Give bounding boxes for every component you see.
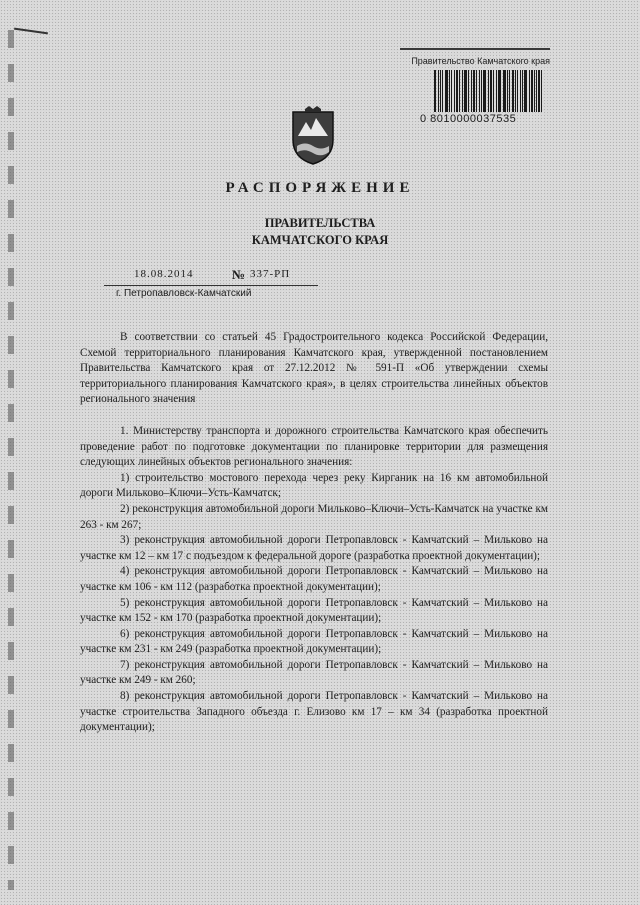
place-of-issue: г. Петропавловск-Камчатский (116, 288, 252, 299)
list-item: 7) реконструкция автомобильной дороги Петропавловск - Камчатский – Мильково на участке км 249 - км 260; (80, 658, 548, 687)
authority-line-1: ПРАВИТЕЛЬСТВА (264, 216, 376, 230)
coat-of-arms-emblem (289, 106, 337, 166)
barcode-bar (459, 70, 461, 112)
barcode-bar (520, 70, 521, 112)
number-sign: № (232, 267, 246, 282)
barcode-bar (529, 70, 530, 112)
clause-1: 1. Министерству транспорта и дорожного строительства Камчатского края обеспечить проведение работ по подготовке документации по планировке территории для размещения следующих линейных объектов регионального значения: (80, 424, 548, 469)
document-number: 337-РП (250, 268, 291, 280)
list-item: 5) реконструкция автомобильной дороги Петропавловск - Камчатский – Мильково на участке км 152 - км 170 (разработка проектной документации); (80, 596, 548, 625)
barcode-bar (442, 70, 444, 112)
barcode (434, 70, 544, 112)
barcode-bar (531, 70, 533, 112)
barcode-bar (473, 70, 475, 112)
list-item: 8) реконструкция автомобильной дороги Петропавловск - Камчатский – Мильково на участке строительства Западного объезда г. Елизово км 17 – км 34 (разработка проектной документации); (80, 690, 548, 734)
barcode-bar (481, 70, 483, 112)
meta-underline (104, 285, 318, 286)
list-item: 1) строительство мостового перехода через реку Кирганик на 16 км автомобильной дороги Мильково–Ключи–Усть-Камчатск; (80, 471, 548, 500)
preamble-paragraph: В соответствии со статьей 45 Градостроительного кодекса Российской Федерации, Схемой территориального планирования Камчатского края, утвержденной постановлением Правительства Камчатского края от 27.12.2012 № 591-П «Об утверждении схемы территориального планирования Камчатского края», в целях строительства линейных объектов регионального значения (80, 331, 548, 406)
scan-corner-mark (14, 28, 48, 35)
barcode-bar (493, 70, 494, 112)
barcode-number: 0 8010000037535 (420, 113, 517, 125)
barcode-bar (464, 70, 467, 112)
barcode-bar (534, 70, 535, 112)
barcode-bar (490, 70, 492, 112)
barcode-bar (471, 70, 472, 112)
list-item: 2) реконструкция автомобильной дороги Мильково–Ключи–Усть-Камчатск на участке км 263 - км 267; (80, 502, 548, 531)
issuing-authority (0, 215, 640, 249)
barcode-bar (488, 70, 489, 112)
list-item: 3) реконструкция автомобильной дороги Петропавловск - Камчатский – Мильково на участке км 12 – км 17 с подъездом к федеральной дороге (разработка проектной документации); (80, 534, 548, 562)
barcode-bar (515, 70, 516, 112)
document-type-title: РАСПОРЯЖЕНИЕ (225, 180, 415, 196)
barcode-bar (538, 70, 540, 112)
barcode-bar (541, 70, 542, 112)
barcode-bar (522, 70, 523, 112)
document-date: 18.08.2014 (134, 268, 194, 280)
document-body (80, 330, 548, 736)
barcode-bar (462, 70, 463, 112)
barcode-bar (438, 70, 439, 112)
barcode-bar (524, 70, 527, 112)
barcode-bar (434, 70, 436, 112)
barcode-bar (440, 70, 441, 112)
barcode-bar (449, 70, 450, 112)
barcode-bar (479, 70, 480, 112)
barcode-bar (483, 70, 486, 112)
scan-edge-marks (8, 30, 14, 890)
barcode-bar (445, 70, 448, 112)
document-meta (120, 268, 320, 286)
barcode-bar (454, 70, 455, 112)
stamp-caption: Правительство Камчатского края (411, 56, 550, 66)
registration-stamp (400, 48, 550, 125)
barcode-bar (517, 70, 519, 112)
barcode-bar (499, 70, 501, 112)
list-item: 4) реконструкция автомобильной дороги Петропавловск - Камчатский – Мильково на участке км 106 - км 112 (разработка проектной документации); (80, 565, 548, 593)
barcode-bar (496, 70, 497, 112)
barcode-bar (456, 70, 458, 112)
barcode-bar (498, 70, 499, 112)
barcode-bar (503, 70, 506, 112)
barcode-bar (507, 70, 508, 112)
list-item: 6) реконструкция автомобильной дороги Петропавловск - Камчатский – Мильково на участке км 231 - км 249 (разработка проектной документации); (80, 627, 548, 656)
barcode-bar (476, 70, 477, 112)
barcode-bar (536, 70, 537, 112)
barcode-bar (509, 70, 510, 112)
stamp-rule (400, 48, 550, 50)
barcode-bar (468, 70, 469, 112)
authority-line-2: КАМЧАТСКОГО КРАЯ (251, 233, 389, 247)
barcode-bar (512, 70, 514, 112)
barcode-bar (451, 70, 452, 112)
